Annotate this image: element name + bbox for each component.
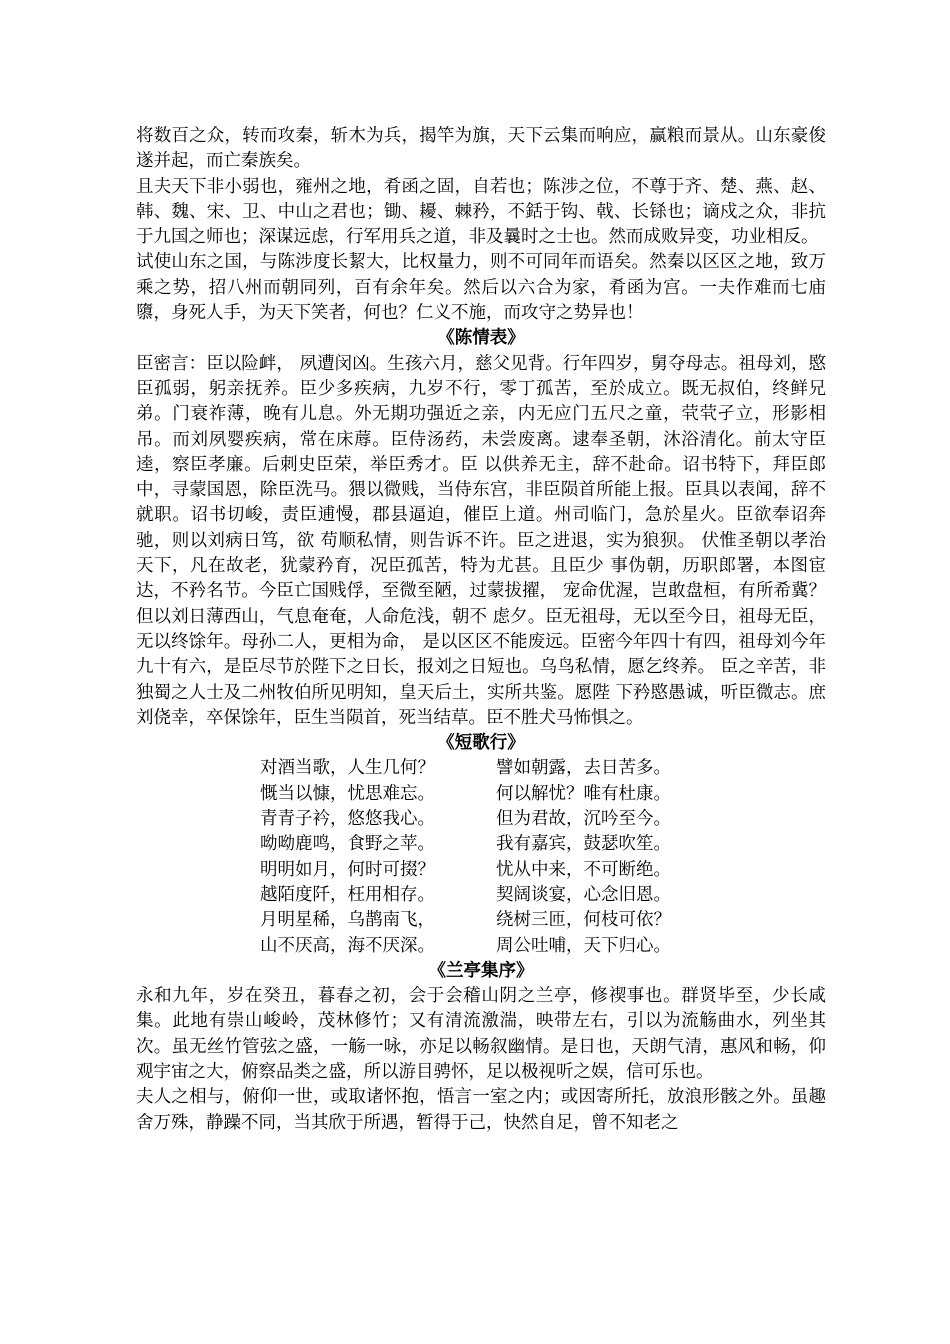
lantingjixu-title: 《兰亭集序》 xyxy=(428,960,534,981)
chenqingbiao-paragraph: 臣密言：臣以险衅， 夙遭闵凶。生孩六月，慈父见背。行年四岁，舅夺母志。祖母刘，愍臣孤弱，躬亲抚养。臣少多疾病，九岁不行，零丁孤苦，至於成立。既无叔伯，终鲜兄弟。门衰祚薄，晚有儿息。外无期功强近之亲，内无应门五尺之童，茕茕孑立，形影相吊。而刘夙婴疾病，常在床蓐。臣侍汤药，未尝废离。逮奉圣朝，沐浴清化。前太守臣逵，察臣孝廉。后刺史臣荣，举臣秀才。臣 以供养无主，辞不赴命。诏书特下，拜臣郎中，寻蒙国恩，除臣洗马。猥以微贱，当侍东宫，非臣陨首所能上报。臣具以表闻，辞不就职。诏书切峻，责臣逋慢，郡县逼迫，催臣上道。州司临门，急於星火。臣欲奉诏奔驰，则以刘病日笃，欲 苟顺私情，则告诉不许。臣之进退，实为狼狈。 伏惟圣朝以孝治天下，凡在故老，犹蒙矜育，况臣孤苦，特为尤甚。且臣少 事伪朝，历职郎署，本图宦达，不矜名节。今臣亡国贱俘，至微至陋，过蒙拔擢， 宠命优渥，岂敢盘桓，有所希冀？但以刘日薄西山，气息奄奄，人命危浅，朝不 虑夕。臣无祖母，无以至今日，祖母无臣，无以终馀年。母孙二人，更相为命， 是以区区不能废远。臣密今年四十有四，祖母刘今年九十有六，是臣尽节於陛下之日长，报刘之日短也。乌鸟私情，愿乞终养。 臣之辛苦，非独蜀之人士及二州牧伯所见明知，皇天后土，实所共鉴。愿陛 下矜愍愚诚，听臣微志。庶刘侥幸，卒保馀年，臣生当陨首，死当结草。臣不胜犬马怖惧之。 xyxy=(136,353,826,728)
poem-line-right: 周公吐哺，天下归心。 xyxy=(496,935,671,956)
poem-line xyxy=(136,782,826,807)
document-page xyxy=(136,124,826,1136)
lantingjixu-paragraph-2: 夫人之相与，俯仰一世，或取诸怀抱，悟言一室之内；或因寄所托，放浪形骸之外。虽趣舍万殊，静躁不同，当其欣于所遇，暂得于己，快然自足，曾不知老之 xyxy=(136,1087,826,1133)
poem-line-right: 我有嘉宾，鼓瑟吹笙。 xyxy=(496,834,671,855)
duangexing-title: 《短歌行》 xyxy=(437,733,525,754)
poem-line-left: 青青子衿，悠悠我心。 xyxy=(260,809,435,830)
guoqin-paragraph-1: 将数百之众，转而攻秦，斩木为兵，揭竿为旗，天下云集而响应，赢粮而景从。山东豪俊遂并起，而亡秦族矣。 xyxy=(136,126,826,172)
poem-line-left: 明明如月，何时可掇？ xyxy=(260,859,435,880)
poem-line-right: 但为君故，沉吟至今。 xyxy=(496,809,671,830)
poem-line-right: 譬如朝露，去日苦多。 xyxy=(496,758,671,779)
poem-line-right: 契阔谈宴，心念旧恩。 xyxy=(496,884,671,905)
poem-line xyxy=(136,807,826,832)
duangexing-poem xyxy=(136,756,826,958)
poem-line-right: 何以解忧？唯有杜康。 xyxy=(496,783,671,804)
guoqin-paragraph-2: 且夫天下非小弱也，雍州之地，肴函之固，自若也；陈涉之位，不尊于齐、楚、燕、赵、韩、魏、宋、卫、中山之君也；锄、耰、棘矜，不銛于钩、戟、长铩也；谪戍之众，非抗于九国之师也；深谋远虑，行军用兵之道，非及曩时之士也。然而成败异变，功业相反。 xyxy=(136,176,826,248)
chenqingbiao-title: 《陈情表》 xyxy=(437,328,525,349)
lantingjixu-paragraph-1: 永和九年，岁在癸丑，暮春之初，会于会稽山阴之兰亭，修禊事也。群贤毕至，少长咸集。此地有崇山峻岭，茂林修竹；又有清流激湍，映带左右，引以为流觞曲水，列坐其次。虽无丝竹管弦之盛，一觞一咏，亦足以畅叙幽情。是日也，天朗气清，惠风和畅，仰观宇宙之大，俯察品类之盛，所以游目骋怀，足以极视听之娱，信可乐也。 xyxy=(136,986,826,1082)
poem-line-left: 呦呦鹿鸣，食野之苹。 xyxy=(260,834,435,855)
poem-line xyxy=(136,883,826,908)
poem-line-left: 对酒当歌，人生几何？ xyxy=(260,758,435,779)
poem-line-left: 山不厌高，海不厌深。 xyxy=(260,935,435,956)
poem-line xyxy=(136,934,826,959)
guoqin-paragraph-3: 试使山东之国，与陈涉度长絜大，比权量力，则不可同年而语矣。然秦以区区之地，致万乘之势，招八州而朝同列，百有余年矣。然后以六合为家，肴函为宫。一夫作难而七庙隳，身死人手，为天下笑者，何也？仁义不施，而攻守之势异也！ xyxy=(136,252,826,324)
poem-line-right: 忧从中来，不可断绝。 xyxy=(496,859,671,880)
poem-line xyxy=(136,858,826,883)
poem-line-left: 月明星稀，乌鹊南飞， xyxy=(260,910,435,931)
poem-line-left: 慨当以慷，忧思难忘。 xyxy=(260,783,435,804)
poem-line xyxy=(136,832,826,857)
poem-line-right: 绕树三匝，何枝可依？ xyxy=(496,910,671,931)
poem-line xyxy=(136,756,826,781)
poem-line xyxy=(136,908,826,933)
poem-line-left: 越陌度阡，枉用相存。 xyxy=(260,884,435,905)
